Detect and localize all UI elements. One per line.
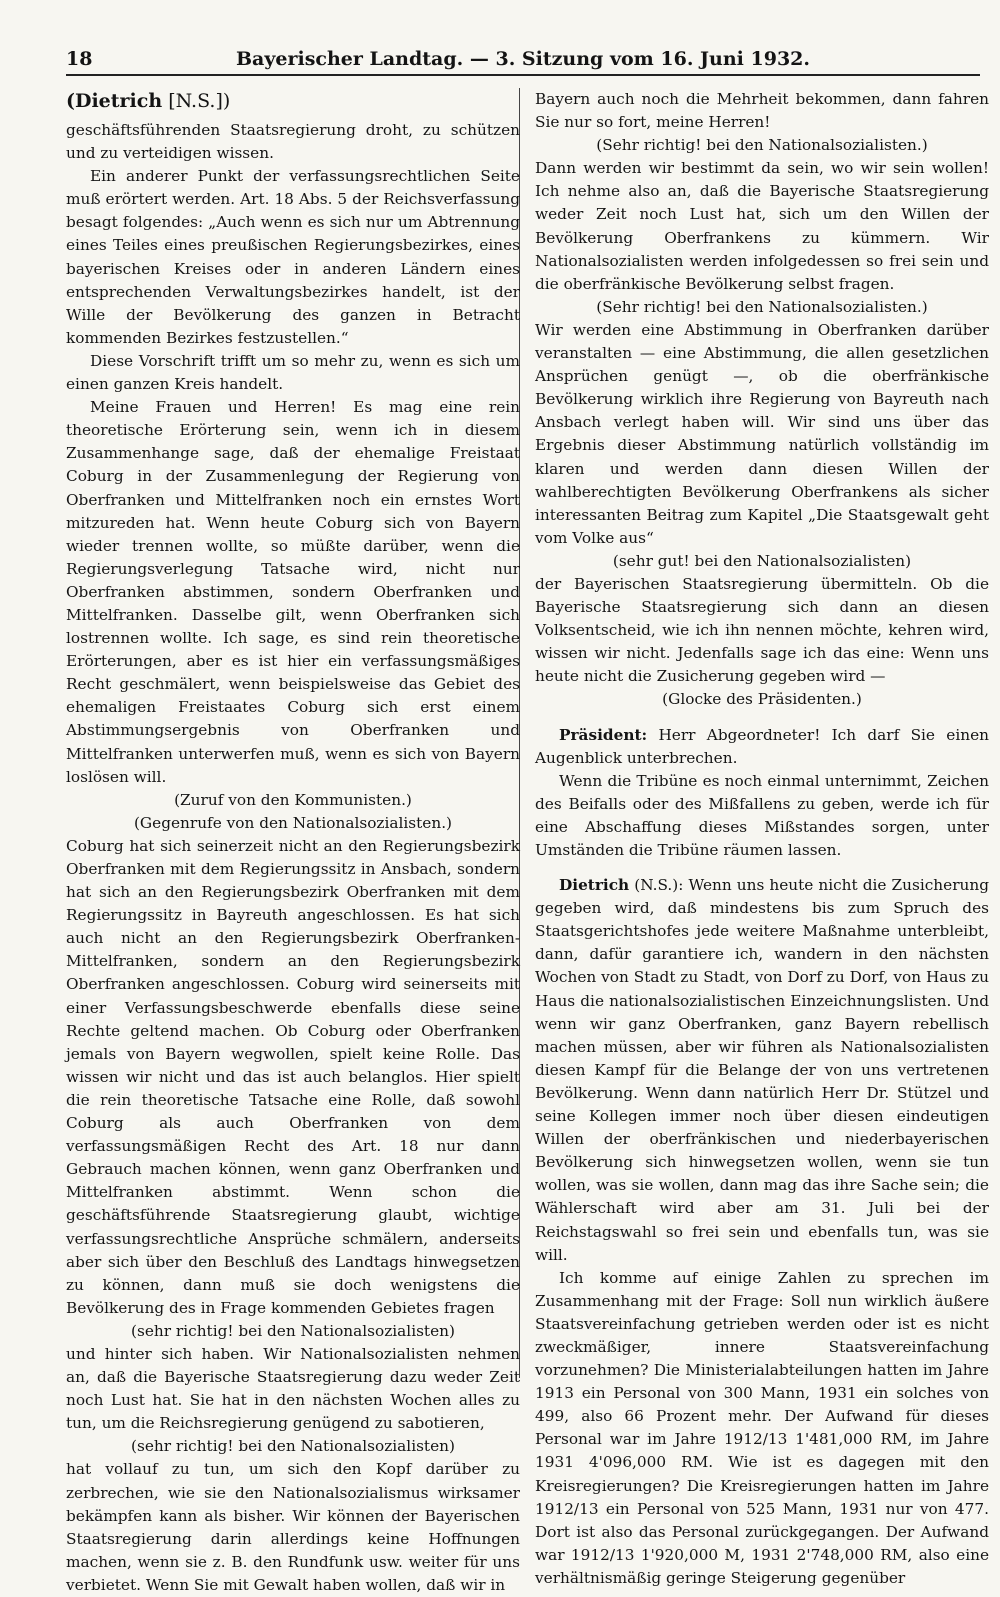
paragraph: Coburg hat sich seinerzeit nicht an den Regierungsbezirk Oberfranken mit dem Regierungssitz in Ansbach, sondern hat sich an den Regierungsbezirk Oberfranken mit dem Regierungssitz in Bayreuth angeschlossen. Es hat sich auch nicht an den Regierungsbezirk Oberfranken-Mittelfranken, sondern an den Regierungsbezirk Oberfranken angeschlossen. Coburg wird seinerseits mit einer Verfassungsbeschwerde ebenfalls diese seine Rechte geltend machen. Ob Coburg oder Oberfranken jemals von Bayern wegwollen, spielt keine Rolle. Das wissen wir nicht und das ist auch belanglos. Hier spielt die rein theoretische Tatsache eine Rolle, daß sowohl Coburg als auch Oberfranken von dem verfassungsmäßigen Recht des Art. 18 nur dann Gebrauch machen können, wenn ganz Oberfranken und Mittelfranken abstimmt. Wenn schon die geschäftsführende Staatsregierung glaubt, wichtige verfassungsrechtliche Ansprüche schmälern, anderseits aber sich über den Beschluß des Landtags hinwegsetzen zu können, dann muß sie doch wenigstens die Bevölkerung des in Frage kommenden Gebietes fragen <box>66 836 520 1317</box>
running-title: Bayerischer Landtag. — 3. Sitzung vom 16. Juni 1932. <box>235 48 811 70</box>
interjection: (sehr richtig! bei den Nationalsozialisten) <box>131 1437 455 1456</box>
interjection: (sehr gut! bei den Nationalsozialisten) <box>612 551 912 570</box>
president-text: Herr Abgeordneter! Ich darf Sie einen Augenblick unterbrechen. <box>535 725 989 767</box>
paragraph: geschäftsführenden Staatsregierung droht, zu schützen und zu verteidigen wissen. <box>66 121 520 163</box>
paragraph: hat vollauf zu tun, um sich den Kopf darüber zu zerbrechen, wie sie den Nationalsozialismus wirksamer bekämpfen kann als bisher. Wir können der Bayerischen Staatsregierung darin allerdings keine Hoffnungen machen, wenn sie z. B. den Rundfunk usw. weiter für uns verbietet. Wenn Sie mit Gewalt haben wollen, daß wir in <box>66 1460 520 1594</box>
page-header <box>66 48 980 76</box>
right-column <box>535 88 989 1590</box>
speaker-text: Wenn uns heute nicht die Zusicherung gegeben wird, daß mindestens bis zum Spruch des Staatsgerichtshofes jede weitere Maßnahme unterbleibt, dann, dafür garantiere ich, wandern in den nächsten Wochen von Stadt zu Stadt, von Dorf zu Dorf, von Haus zu Haus die nationalsozialistischen Einzeichnungslisten. Und wenn wir ganz Oberfranken, ganz Bayern rebellisch machen müssen, aber wir führen als Nationalsozialisten diesen Kampf für die Belange der von uns vertretenen Bevölkerung. Wenn dann natürlich Herr Dr. Stützel und seine Kollegen immer noch über diesen eindeutigen Willen der oberfränkischen und niederbayerischen Bevölkerung sich hinwegsetzen wollen, wenn sie tun wollen, was sie wollen, dann mag das ihre Sache sein; die Wählerschaft wird aber am 31. Juli bei der Reichstagswahl so frei sein und ebenfalls tun, was sie will. <box>535 876 989 1264</box>
paragraph: und hinter sich haben. Wir Nationalsozialisten nehmen an, daß die Bayerische Staatsregierung dazu weder Zeit noch Lust hat. Sie hat in den nächsten Wochen alles zu tun, um die Reichsregierung genügend zu sabotieren, <box>66 1344 520 1433</box>
paragraph: Ein anderer Punkt der verfassungsrechtlichen Seite muß erörtert werden. Art. 18 Abs. 5 der Reichsverfassung besagt folgendes: „Auch wenn es sich nur um Abtrennung eines Teiles eines preußischen Regierungsbezirkes, eines bayerischen Kreises oder in anderen Ländern eines entsprechenden Verwaltungsbezirkes handelt, ist der Wille der Bevölkerung des ganzen in Betracht kommenden Bezirkes festzustellen.“ <box>66 167 520 347</box>
interjection: (sehr richtig! bei den Nationalsozialisten) <box>131 1321 455 1340</box>
paragraph: der Bayerischen Staatsregierung übermitteln. Ob die Bayerische Staatsregierung sich dann an diesen Volksentscheid, wie ich ihn nennen möchte, kehren wird, wissen wir nicht. Jedenfalls sage ich das eine: Wenn uns heute nicht die Zusicherung gegeben wird — <box>535 574 989 686</box>
speaker-party: (N.S.): <box>634 876 684 895</box>
paragraph: Dann werden wir bestimmt da sein, wo wir sein wollen! Ich nehme also an, daß die Bayerische Staatsregierung weder Zeit noch Lust hat, sich um den Willen der Bevölkerung Oberfrankens zu kümmern. Wir Nationalsozialisten werden infolgedessen so frei sein und die oberfränkische Bevölkerung selbst fragen. <box>535 159 989 293</box>
paragraph: Meine Frauen und Herren! Es mag eine rein theoretische Erörterung sein, wenn ich in diesem Zusammenhange sage, daß der ehemalige Freistaat Coburg in der Zusammenlegung der Regierung von Oberfranken und Mittelfranken noch ein ernstes Wort mitzureden hat. Wenn heute Coburg sich von Bayern wieder trennen wollte, so müßte darüber, wenn die Regierungsverlegung Tatsache wird, nicht nur Oberfranken abstimmen, sondern Oberfranken und Mittelfranken. Dasselbe gilt, wenn Oberfranken sich lostrennen wollte. Ich sage, es sind rein theoretische Erörterungen, aber es ist hier ein verfassungsmäßiges Recht geschmälert, wenn beispielsweise das Gebiet des ehemaligen Freistaates Coburg sich erst einem Abstimmungsergebnis von Oberfranken und Mittelfranken unterwerfen muß, wenn es sich von Bayern loslösen will. <box>66 398 520 786</box>
paragraph: Ich komme auf einige Zahlen zu sprechen im Zusammenhang mit der Frage: Soll nun wirklich äußere Staatsvereinfachung getrieben werden oder ist es nicht zweckmäßiger, innere Staatsvereinfachung vorzunehmen? Die Ministerialabteilungen hatten im Jahre 1913 ein Personal von 300 Mann, 1931 ein solches von 499, also 66 Prozent mehr. Der Aufwand für dieses Personal war im Jahre 1912/13 1'481,000 RM, im Jahre 1931 4'096,000 RM. Wie ist es dagegen mit den Kreisregierungen? Die Kreisregierungen hatten im Jahre 1912/13 ein Personal von 525 Mann, 1931 nur von 477. Dort ist also das Personal zurückgegangen. Der Aufwand war 1912/13 1'920,000 M, 1931 2'748,000 RM, also eine verhältnismäßig geringe Steigerung gegenüber <box>535 1268 989 1587</box>
president-label: Präsident: <box>559 725 648 744</box>
spacer <box>535 862 989 874</box>
interjection: (Glocke des Präsidenten.) <box>662 690 862 709</box>
speaker-remark <box>535 874 989 1267</box>
paragraph: Wir werden eine Abstimmung in Oberfranken darüber veranstalten — eine Abstimmung, die allen gesetzlichen Ansprüchen genügt —, ob die oberfränkische Bevölkerung wirklich ihre Regierung von Bayreuth nach Ansbach verlegt haben will. Wir sind uns über das Ergebnis dieser Abstimmung natürlich vollständig im klaren und werden dann diesen Willen der wahlberechtigten Bevölkerung Oberfrankens als sicher interessanten Beitrag zum Kapitel „Die Staatsgewalt geht vom Volke aus“ <box>535 320 989 547</box>
paragraph: Wenn die Tribüne es noch einmal unternimmt, Zeichen des Beifalls oder des Mißfallens zu geben, werde ich für eine Abschaffung dieses Mißstandes sorgen, unter Umständen die Tribüne räumen lassen. <box>535 771 989 859</box>
interjection: (Sehr richtig! bei den Nationalsozialisten.) <box>596 136 928 155</box>
speaker-name: (Dietrich <box>66 90 163 112</box>
speaker-name: Dietrich <box>559 876 630 895</box>
page-number: 18 <box>66 48 93 70</box>
paragraph: Bayern auch noch die Mehrheit bekommen, dann fahren Sie nur so fort, meine Herren! <box>535 90 989 132</box>
interjection: (Sehr richtig! bei den Nationalsozialisten.) <box>596 297 928 316</box>
paragraph: Diese Vorschrift trifft um so mehr zu, wenn es sich um einen ganzen Kreis handelt. <box>66 351 520 394</box>
left-column <box>66 88 520 1597</box>
interjection: (Zuruf von den Kommunisten.) <box>174 790 412 809</box>
interjection: (Gegenrufe von den Nationalsozialisten.) <box>133 813 453 832</box>
speaker-party: [N.S.]) <box>168 90 231 112</box>
president-remark <box>535 724 989 770</box>
spacer <box>535 712 989 724</box>
speaker-continuation-heading <box>66 88 520 115</box>
